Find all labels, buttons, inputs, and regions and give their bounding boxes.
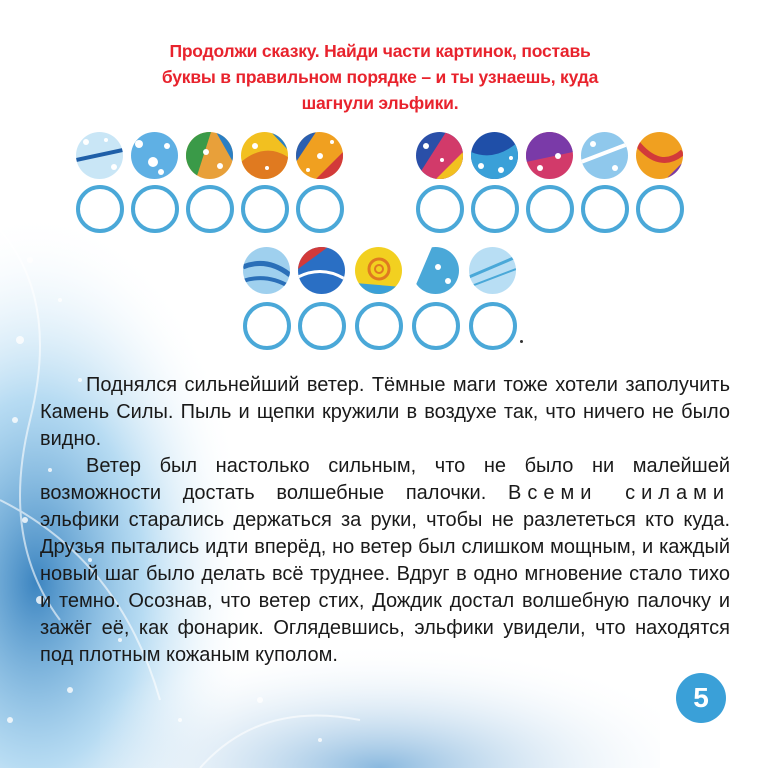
answer-circle[interactable] bbox=[241, 185, 289, 233]
title-line: буквы в правильном порядке – и ты узнаешь, куда bbox=[161, 67, 599, 87]
picture-fragment[interactable] bbox=[471, 132, 518, 179]
picture-fragment[interactable] bbox=[412, 247, 459, 294]
picture-fragment[interactable] bbox=[186, 132, 233, 179]
picture-fragment[interactable] bbox=[355, 247, 402, 294]
story-text bbox=[40, 372, 730, 669]
story-paragraph bbox=[40, 372, 730, 453]
spaced-text: Всеми силами bbox=[508, 482, 731, 504]
answer-circle[interactable] bbox=[296, 185, 344, 233]
picture-fragment[interactable] bbox=[298, 247, 345, 294]
picture-fragment[interactable] bbox=[469, 247, 516, 294]
sentence-period bbox=[520, 340, 523, 343]
paragraph-text: Поднялся сильнейший ветер. Тёмные маги тоже хотели заполучить Камень Силы. Пыль и щепки кружили в воздухе так, что ничего не было видно. bbox=[40, 374, 730, 450]
answer-circle[interactable] bbox=[416, 185, 464, 233]
picture-fragment[interactable] bbox=[76, 132, 123, 179]
paragraph-text: Ветер был настолько сильным, что не было ни малейшей возможности достать волшебные палочки. bbox=[40, 455, 730, 504]
page-number-badge: 5 bbox=[676, 673, 726, 723]
answer-circle[interactable] bbox=[76, 185, 124, 233]
picture-fragment[interactable] bbox=[243, 247, 290, 294]
picture-fragment[interactable] bbox=[416, 132, 463, 179]
answer-circle[interactable] bbox=[581, 185, 629, 233]
paragraph-text: эльфики старались держаться за руки, чтобы не разлететься кто куда. Друзья пытались идти вперёд, но ветер был слишком мощным, и каждый новый шаг было делать всё труднее. Вдруг в одно мгновение стало тихо и темно. Осознав, что ветер стих, Дождик достал волшебную палочку и зажёг её, как фонарик. Оглядевшись, эльфики увидели, что находятся под плотным кожаным куполом. bbox=[40, 509, 730, 666]
answer-circle[interactable] bbox=[131, 185, 179, 233]
story-paragraph bbox=[40, 453, 730, 669]
title-line: шагнули эльфики. bbox=[301, 93, 459, 113]
answer-circle[interactable] bbox=[186, 185, 234, 233]
picture-fragment[interactable] bbox=[526, 132, 573, 179]
picture-fragment[interactable] bbox=[296, 132, 343, 179]
picture-fragment[interactable] bbox=[636, 132, 683, 179]
task-title bbox=[100, 38, 660, 116]
title-line: Продолжи сказку. Найди части картинок, поставь bbox=[169, 41, 591, 61]
answer-circle[interactable] bbox=[471, 185, 519, 233]
answer-circle[interactable] bbox=[526, 185, 574, 233]
answer-circle[interactable] bbox=[298, 302, 346, 350]
picture-fragment[interactable] bbox=[241, 132, 288, 179]
answer-circle[interactable] bbox=[412, 302, 460, 350]
answer-circle[interactable] bbox=[636, 185, 684, 233]
answer-circle[interactable] bbox=[469, 302, 517, 350]
answer-circle[interactable] bbox=[355, 302, 403, 350]
picture-fragment[interactable] bbox=[581, 132, 628, 179]
answer-circle[interactable] bbox=[243, 302, 291, 350]
picture-fragment[interactable] bbox=[131, 132, 178, 179]
